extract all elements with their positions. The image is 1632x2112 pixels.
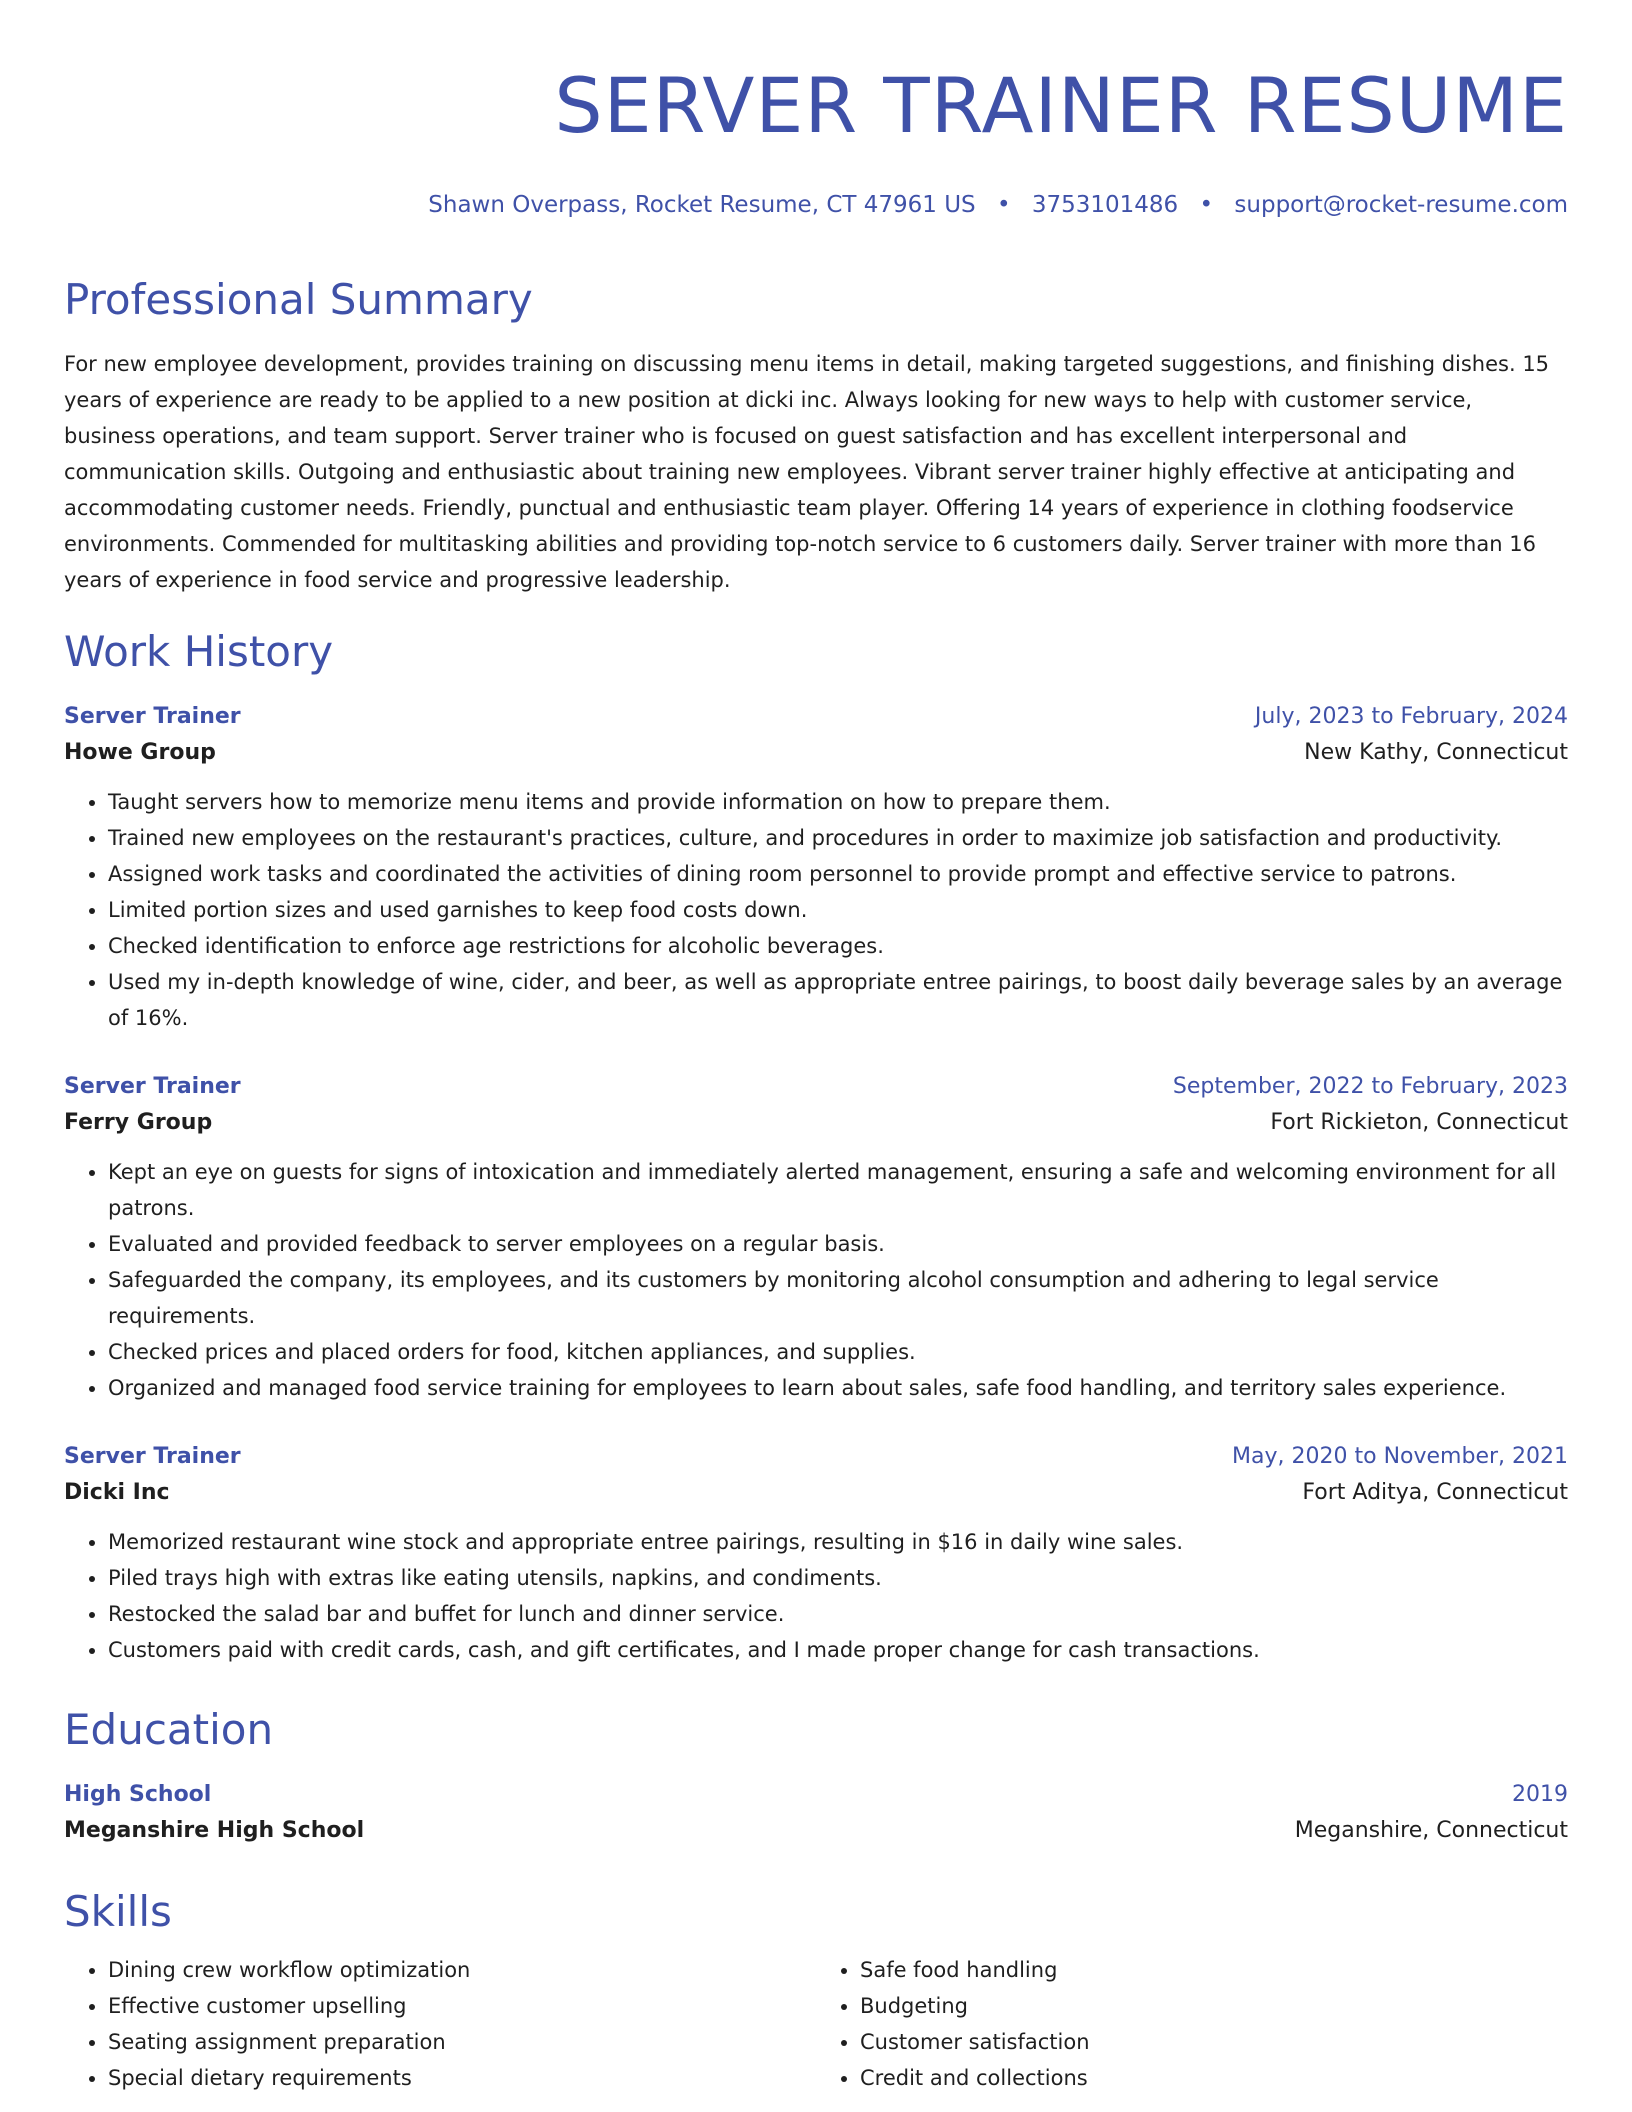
job-bullets [64, 1524, 1568, 1668]
job-dates: May, 2020 to November, 2021 [1232, 1444, 1568, 1469]
summary-heading: Professional Summary [64, 275, 533, 324]
job-header-row [64, 1440, 1568, 1474]
contact-line [64, 190, 1568, 220]
skills-list [816, 1952, 1568, 2096]
list-item: • Evaluated and provided feedback to server employees on a regular basis. [108, 1226, 1568, 1262]
list-item: • Organized and managed food service training for employees to learn about sales, safe food handling, and territory sales experience. [108, 1370, 1568, 1406]
education-entry [64, 1778, 1568, 1850]
list-item: • Dining crew workflow optimization [108, 1952, 816, 1988]
education-school-row [64, 1812, 1568, 1850]
job-company-row [64, 1104, 1568, 1142]
job-bullets [64, 1154, 1568, 1406]
resume-title: SERVER TRAINER RESUME [554, 61, 1568, 150]
contact-separator: • [996, 192, 1011, 218]
list-item: • Customers paid with credit cards, cash, and gift certificates, and I made proper change for cash transactions. [108, 1632, 1568, 1668]
job-location: New Kathy, Connecticut [1304, 740, 1568, 765]
job-bullets [64, 784, 1568, 1036]
education-degree: High School [64, 1782, 212, 1807]
summary-text: For new employee development, provides training on discussing menu items in detail, making targeted suggestions, and finishing dishes. 15 years of experience are ready to be applied to a new position at dicki inc. Always looking for new ways to help with customer service, business operations, and team support. Server trainer who is focused on guest satisfaction and has excellent interpersonal and communication skills. Outgoing and enthusiastic about training new employees. Vibrant server trainer highly effective at anticipating and accommodating customer needs. Friendly, punctual and enthusiastic team player. Offering 14 years of experience in clothing foodservice environments. Commended for multitasking abilities and providing top-notch service to 6 customers daily. Server trainer with more than 16 years of experience in food service and progressive leadership. [64, 352, 1550, 592]
skills-list [64, 1952, 816, 2096]
skills-column-right [816, 1952, 1568, 2096]
job-entry [64, 700, 1568, 1036]
contact-phone: 3753101486 [1031, 192, 1179, 218]
list-item: • Restocked the salad bar and buffet for lunch and dinner service. [108, 1596, 1568, 1632]
list-item: • Used my in-depth knowledge of wine, cider, and beer, as well as appropriate entree pairings, to boost daily beverage sales by an average of 16%. [108, 964, 1568, 1036]
education-location: Meganshire, Connecticut [1294, 1818, 1568, 1843]
contact-address: Shawn Overpass, Rocket Resume, CT 47961 US [428, 192, 976, 218]
job-role: Server Trainer [64, 1074, 241, 1099]
job-company-row [64, 734, 1568, 772]
job-location: Fort Aditya, Connecticut [1302, 1480, 1568, 1505]
list-item: • Assigned work tasks and coordinated the activities of dining room personnel to provide prompt and effective service to patrons. [108, 856, 1568, 892]
list-item: • Safe food handling [860, 1952, 1568, 1988]
list-item: • Special dietary requirements [108, 2060, 816, 2096]
skills-column-left [64, 1952, 816, 2096]
job-role: Server Trainer [64, 1444, 241, 1469]
list-item: • Trained new employees on the restaurant's practices, culture, and procedures in order to maximize job satisfaction and productivity. [108, 820, 1568, 856]
list-item: • Limited portion sizes and used garnishes to keep food costs down. [108, 892, 1568, 928]
job-entry [64, 1440, 1568, 1668]
list-item: • Checked prices and placed orders for food, kitchen appliances, and supplies. [108, 1334, 1568, 1370]
job-role: Server Trainer [64, 704, 241, 729]
contact-email: support@rocket-resume.com [1234, 192, 1568, 218]
list-item: • Piled trays high with extras like eating utensils, napkins, and condiments. [108, 1560, 1568, 1596]
list-item: • Effective customer upselling [108, 1988, 816, 2024]
education-header-row [64, 1778, 1568, 1812]
list-item: • Budgeting [860, 1988, 1568, 2024]
list-item: • Seating assignment preparation [108, 2024, 816, 2060]
skills-heading: Skills [64, 1887, 172, 1936]
list-item: • Credit and collections [860, 2060, 1568, 2096]
education-year: 2019 [1512, 1782, 1568, 1807]
job-header-row [64, 700, 1568, 734]
list-item: • Safeguarded the company, its employees, and its customers by monitoring alcohol consumption and adhering to legal service requirements. [108, 1262, 1568, 1334]
list-item: • Customer satisfaction [860, 2024, 1568, 2060]
skills-grid [64, 1952, 1568, 2096]
job-dates: September, 2022 to February, 2023 [1172, 1074, 1568, 1099]
list-item: • Taught servers how to memorize menu items and provide information on how to prepare them. [108, 784, 1568, 820]
job-company: Ferry Group [64, 1110, 213, 1135]
job-company-row [64, 1474, 1568, 1512]
contact-separator: • [1199, 192, 1214, 218]
job-company: Howe Group [64, 740, 216, 765]
job-location: Fort Rickieton, Connecticut [1270, 1110, 1568, 1135]
work-history-heading: Work History [64, 627, 334, 676]
education-school: Meganshire High School [64, 1818, 365, 1843]
list-item: • Checked identification to enforce age restrictions for alcoholic beverages. [108, 928, 1568, 964]
job-company: Dicki Inc [64, 1480, 170, 1505]
job-header-row [64, 1070, 1568, 1104]
list-item: • Kept an eye on guests for signs of intoxication and immediately alerted management, ensuring a safe and welcoming environment for all patrons. [108, 1154, 1568, 1226]
education-heading: Education [64, 1705, 274, 1754]
job-entry [64, 1070, 1568, 1406]
list-item: • Memorized restaurant wine stock and appropriate entree pairings, resulting in $16 in daily wine sales. [108, 1524, 1568, 1560]
job-dates: July, 2023 to February, 2024 [1254, 704, 1568, 729]
